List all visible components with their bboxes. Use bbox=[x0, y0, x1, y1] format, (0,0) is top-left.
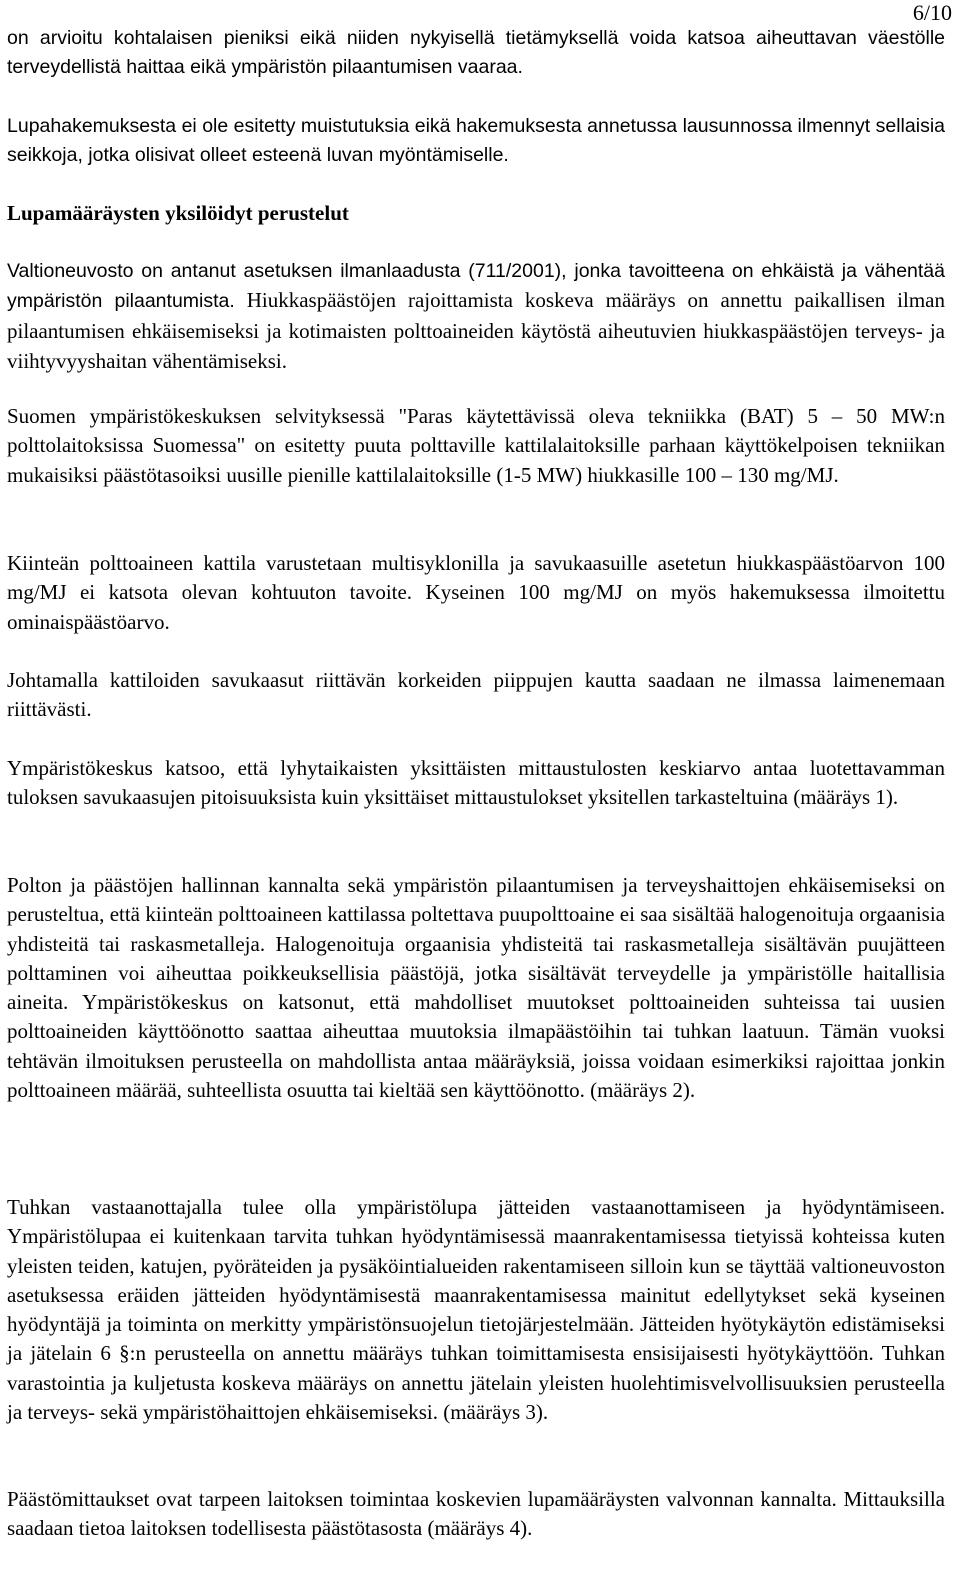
paragraph-emission-measurements: Päästömittaukset ovat tarpeen laitoksen toimintaa koskevien lupamääräysten valvonnan kannalta. Mittauksilla saadaan tietoa laitoksen todellisesta päästötasosta (määräys 4). bbox=[7, 1487, 945, 1541]
paragraph-continuation: on arvioitu kohtalaisen pieniksi eikä niiden nykyisellä tietämyksellä voida katsoa aiheuttavan väestölle terveydellistä haittaa eikä ympäristön pilaantumisen vaaraa. bbox=[7, 27, 945, 79]
paragraph-measurement-average: Ympäristökeskus katsoo, että lyhytaikaisten yksittäisten mittaustulosten keskiarvo antaa luotettavamman tuloksen savukaasujen pitoisuuksista kuin yksittäiset mittaustulokset yksitellen tarkasteltuina (määräys 1). bbox=[7, 756, 945, 810]
paragraph-air-quality-serif-part: Hiukkaspäästöjen rajoittamista koskeva määräys on annettu paikallisen ilman pilaantumisen ehkäisemiseksi ja kotimaisten polttoaineiden käytöstä aiheutuvien hiukkaspäästöjen terveys- ja viihtyvyyshaitan vähentämiseksi. bbox=[7, 288, 945, 373]
paragraph-fuel-control: Polton ja päästöjen hallinnan kannalta sekä ympäristön pilaantumisen ja terveyshaittojen ehkäisemiseksi on perusteltua, että kiinteän polttoaineen kattilassa poltettava puupolttoaine ei saa sisältää halogenoituja orgaanisia yhdisteitä tai raskasmetalleja. Halogenoituja orgaanisia yhdisteitä tai raskasmetalleja sisältävän puujätteen polttaminen voi aiheuttaa poikkeuksellisia päästöjä, jotka sisältävät terveydelle ja ympäristölle haitallisia aineita. Ympäristökeskus on katsonut, että mahdolliset muutokset polttoaineiden suhteissa tai uusien polttoaineiden käyttöönotto saattaa aiheuttaa muutoksia ilmapäästöihin tai tuhkan laatuun. Tämän vuoksi tehtävän ilmoituksen perusteella on mahdollista antaa määräyksiä, joissa voidaan esimerkiksi rajoittaa jonkin polttoaineen määrää, suhteellista osuutta tai kieltää sen käyttöönotto. (määräys 2). bbox=[7, 873, 945, 1103]
paragraph-air-quality-decree bbox=[7, 257, 945, 377]
page-number: 6/10 bbox=[912, 0, 952, 25]
paragraph-bat-report: Suomen ympäristökeskuksen selvityksessä "Paras käytettävissä oleva tekniikka (BAT) 5 – 50 MW:n polttolaitoksissa Suomessa" on esitetty puuta polttaville kattilalaitoksille parhaan käyttökelpoisen tekniikan mukaisiksi päästötasoiksi uusille pienille kattilalaitoksille (1-5 MW) hiukkasille 100 – 130 mg/MJ. bbox=[7, 404, 945, 487]
paragraph-multicyclone: Kiinteän polttoaineen kattila varustetaan multisyklonilla ja savukaasuille asetetun hiukkaspäästöarvon 100 mg/MJ ei katsota olevan kohtuuton tavoite. Kyseinen 100 mg/MJ on myös hakemuksessa ilmoitettu ominaispäästöarvo. bbox=[7, 551, 945, 634]
paragraph-ash-handling: Tuhkan vastaanottajalla tulee olla ympäristölupa jätteiden vastaanottamiseen ja hyödyntämiseen. Ympäristölupaa ei kuitenkaan tarvita tuhkan hyödyntämisessä maanrakentamisessa tietyissä kohteissa kuten yleisten teiden, katujen, pyöräteiden ja pysäköintialueiden rakentamiseen silloin kun se täyttää valtioneuvoston asetuksessa eräiden jätteiden hyödyntämisestä maanrakentamisessa mainitut edellytykset sekä kyseinen hyödyntäjä ja toiminta on merkitty ympäristönsuojelun tietojärjestelmään. Jätteiden hyötykäytön edistämiseksi ja jätelain 6 §:n perusteella on annettu määräys tuhkan toimittamisesta ensisijaisesti hyötykäyttöön. Tuhkan varastointia ja kuljetusta koskeva määräys on annettu jätelain yleisten huolehtimisvelvollisuuksien perusteella ja terveys- sekä ympäristöhaittojen ehkäisemiseksi. (määräys 3). bbox=[7, 1195, 945, 1425]
paragraph-chimney: Johtamalla kattiloiden savukaasut riittävän korkeiden piippujen kautta saadaan ne ilmassa laimenemaan riittävästi. bbox=[7, 668, 945, 722]
paragraph-air-quality-sans-part: Valtioneuvosto on antanut asetuksen ilmanlaadusta (711/2001), jonka tavoitteena on ehkäistä ja vähentää ympäristön pilaantumista. bbox=[7, 260, 945, 313]
paragraph-no-objections: Lupahakemuksesta ei ole esitetty muistutuksia eikä hakemuksesta annetussa lausunnossa ilmennyt sellaisia seikkoja, jotka olisivat olleet esteenä luvan myöntämiselle. bbox=[7, 115, 945, 167]
section-heading: Lupamääräysten yksilöidyt perustelut bbox=[7, 201, 349, 225]
